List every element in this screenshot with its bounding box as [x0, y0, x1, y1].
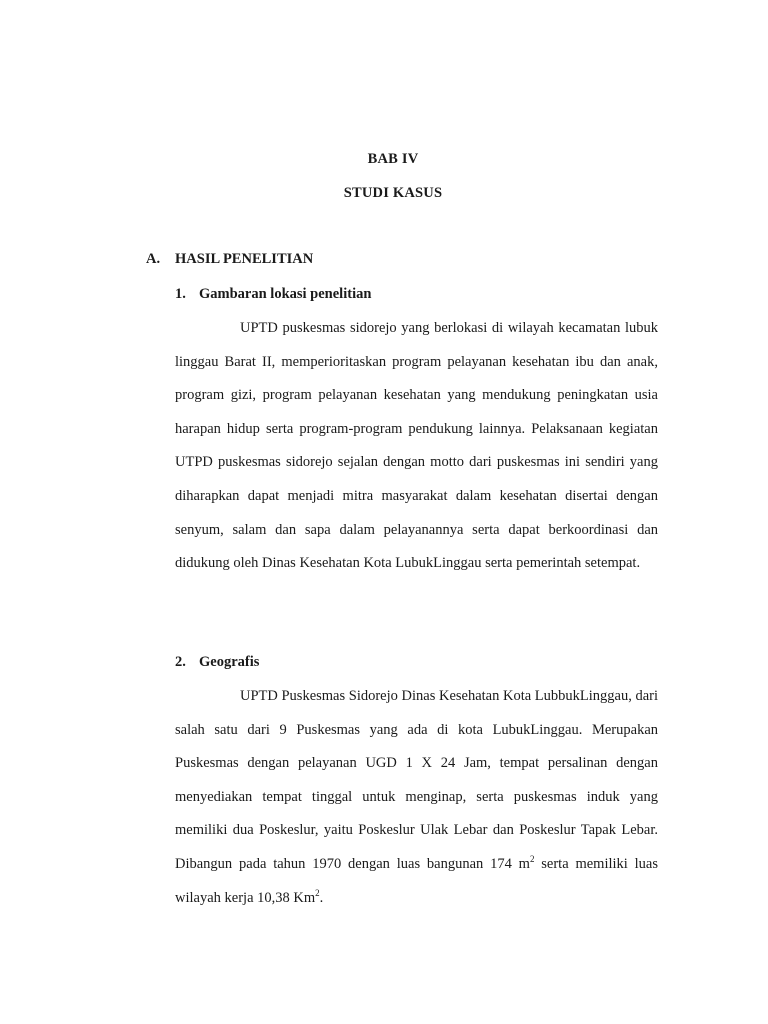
subsection-2-heading — [175, 654, 259, 671]
superscript-squared-1: 2 — [529, 854, 535, 865]
section-a-heading — [146, 251, 313, 268]
subsection-2-paragraph — [175, 680, 658, 915]
subsection-2-marker: 2. — [175, 654, 186, 670]
chapter-number: BAB IV — [367, 151, 419, 167]
subsection-1-paragraph: UPTD puskesmas sidorejo yang berlokasi di wilayah kecamatan lubuk linggau Barat II, memperioritaskan program pelayanan kesehatan ibu dan anak, program gizi, program pelayanan kesehatan yang mendukung peningkatan usia harapan hidup serta program-program pendukung lainnya. Pelaksanaan kegiatan UTPD puskesmas sidorejo sejalan dengan motto dari puskesmas ini sendiri yang diharapkan dapat menjadi mitra masyarakat dalam kesehatan disertai dengan senyum, salam dan sapa dalam pelayanannya serta dapat berkoordinasi dan didukung oleh Dinas Kesehatan Kota LubukLinggau serta pemerintah setempat. — [175, 320, 658, 572]
section-a-marker: A. — [146, 251, 161, 267]
subsection-2-title: Geografis — [199, 654, 260, 670]
subsection-1-marker: 1. — [175, 286, 186, 302]
subsection-1-heading — [175, 286, 371, 303]
paragraph-text-end: . — [319, 889, 324, 906]
paragraph-text-part1: UPTD Puskesmas Sidorejo Dinas Kesehatan Kota LubbukLinggau, dari salah satu dari 9 Puskesmas yang ada di kota LubukLinggau. Merupakan Puskesmas dengan pelayanan UGD 1 X 24 Jam, tempat persalinan dengan menyediakan tempat tinggal untuk menginap, serta puskesmas induk yang memiliki dua Poskeslur, yaitu Poskeslur Ulak Lebar dan Poskeslur Tapak Lebar. Dibangun pada tahun 1970 dengan luas bangunan 174 m — [175, 688, 659, 872]
section-a-title: HASIL PENELITIAN — [175, 251, 314, 267]
paragraph-text-part2: serta memiliki luas wilayah kerja 10,38 Km — [175, 855, 658, 906]
subsection-1-title: Gambaran lokasi penelitian — [199, 286, 372, 302]
chapter-title: STUDI KASUS — [343, 185, 443, 201]
superscript-squared-2: 2 — [315, 887, 320, 898]
